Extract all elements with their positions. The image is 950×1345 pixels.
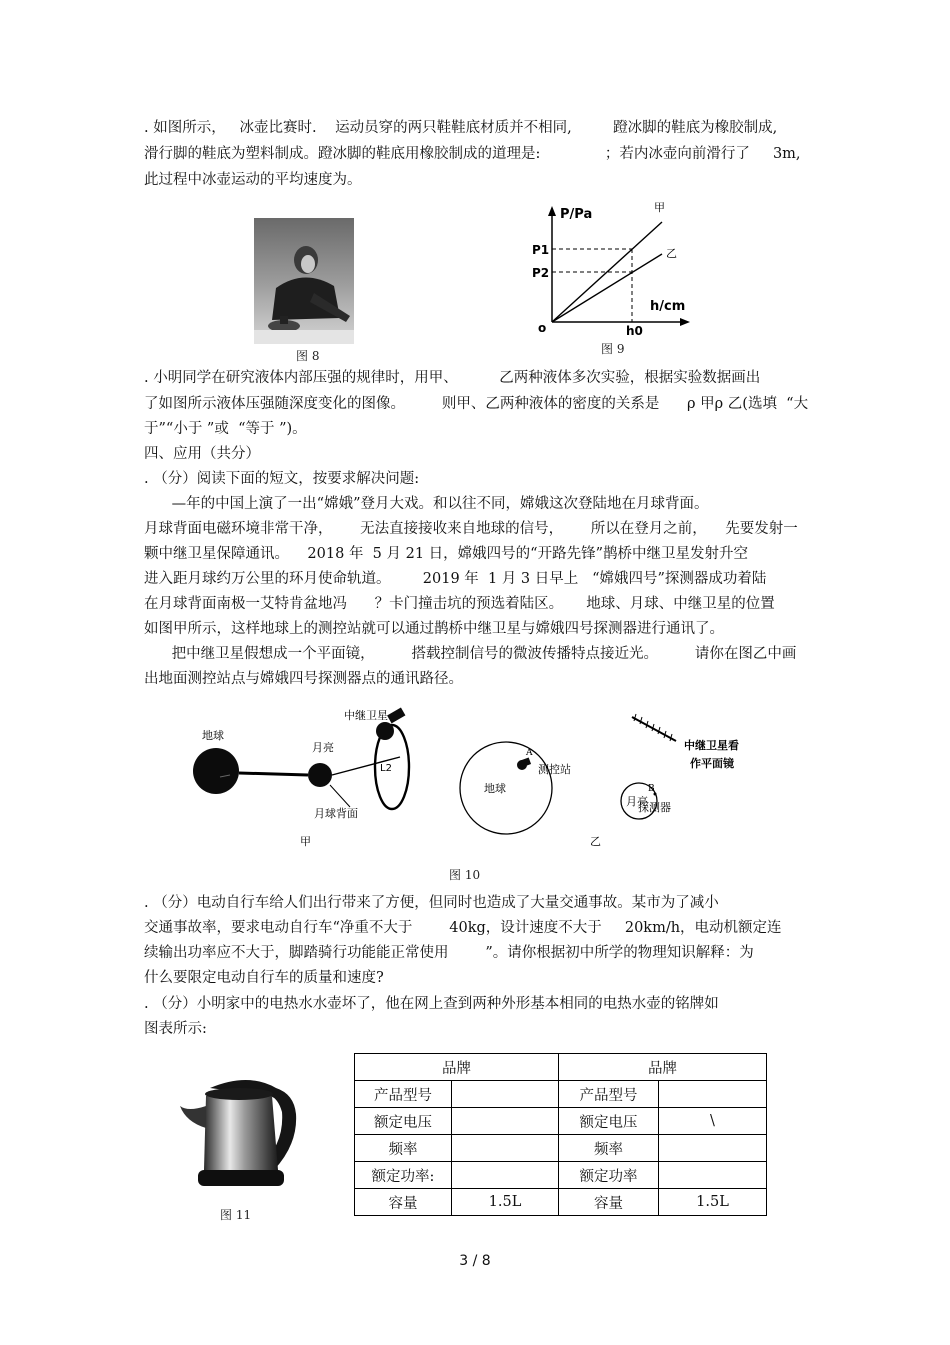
text-line: 续输出功率应不大于，脚踏骑行功能能正常使用 ”。请你根据初中所学的物理知识解释：为 <box>144 945 754 961</box>
cell-value <box>452 1081 559 1108</box>
y-axis-arrow <box>548 206 556 216</box>
x-axis-label: h/cm <box>650 299 686 314</box>
cell-label: 额定功率: <box>355 1162 452 1189</box>
moon-shape <box>308 763 332 787</box>
earth-moon-line <box>239 773 308 775</box>
earth-circle <box>460 742 552 834</box>
figure-caption: 图 11 <box>220 1208 252 1222</box>
cell-label: 频率 <box>355 1135 452 1162</box>
table-row <box>355 1108 767 1135</box>
cell-value <box>659 1081 767 1108</box>
cell-label: 频率 <box>559 1135 659 1162</box>
probe-label: 探测器 <box>638 801 671 814</box>
figure-caption: 图 8 <box>296 349 320 363</box>
kettle-spec-table <box>354 1053 767 1216</box>
table-header-row <box>355 1054 767 1081</box>
text-line: 把中继卫星假想成一个平面镜， 搭载控制信号的微波传播特点接近光。 请你在图乙中画 <box>144 646 797 662</box>
table-row <box>355 1135 767 1162</box>
relay-satellite-shape <box>376 722 394 740</box>
figure10-yi-diagram <box>450 705 780 855</box>
text-line: —年的中国上演了一出“嫦娥”登月大戏。和以往不同，嫦娥这次登陆地在月球背面。 <box>144 496 709 512</box>
cell-value <box>452 1162 559 1189</box>
cell-label: 容量 <box>355 1189 452 1216</box>
l2-label: L2 <box>380 763 392 774</box>
table-row <box>355 1189 767 1216</box>
p2-label: P2 <box>532 266 550 280</box>
brand-header-left: 品牌 <box>355 1054 559 1081</box>
table-row <box>355 1081 767 1108</box>
text-line: 此过程中冰壶运动的平均速度为。 <box>144 172 362 188</box>
cell-label: 额定电压 <box>559 1108 659 1135</box>
mirror-label-line2: 作平面镜 <box>690 757 734 770</box>
text-line: 了如图所示液体压强随深度变化的图像。 则甲、乙两种液体的密度的关系是 ρ 甲ρ 乙(选填 “大 <box>144 396 809 412</box>
cell-label: 产品型号 <box>355 1081 452 1108</box>
point-a-label: A <box>526 748 533 758</box>
text-line: 图表所示: <box>144 1021 207 1037</box>
pressure-depth-chart <box>520 196 700 336</box>
table-row <box>355 1162 767 1189</box>
mirror-label-line1: 中继卫星看 <box>684 739 739 752</box>
earth-shape <box>193 748 239 794</box>
earth-label: 地球 <box>484 782 506 795</box>
kettle-photo <box>172 1066 304 1202</box>
x-axis-arrow <box>680 318 690 326</box>
earth-label: 地球 <box>202 729 224 742</box>
text-line: . （分）小明家中的电热水水壶坏了，他在网上查到两种外形基本相同的电热水壶的铭牌如 <box>144 996 719 1012</box>
text-line: 交通事故率，要求电动自行车“净重不大于 40kg，设计速度不大于 20km/h，电动机额定连 <box>144 920 782 936</box>
page-number: 3 / 8 <box>459 1253 491 1269</box>
subfigure-label: 乙 <box>590 835 601 848</box>
point-b-label: B <box>648 784 655 794</box>
moon-label: 月亮 <box>626 795 648 808</box>
series-label-jia: 甲 <box>654 201 665 214</box>
text-line: . （分）阅读下面的短文，按要求解决问题: <box>144 471 420 487</box>
origin-label: o <box>538 321 547 335</box>
text-line: . （分）电动自行车给人们出行带来了方便，但同时也造成了大量交通事故。某市为了减小 <box>144 895 719 911</box>
text-line: 出地面测控站点与嫦娥四号探测器点的通讯路径。 <box>144 671 463 687</box>
series-label-yi: 乙 <box>666 247 677 260</box>
text-line: 滑行脚的鞋底为塑料制成。蹬冰脚的鞋底用橡胶制成的道理是: ；若内冰壶向前滑行了 3m, <box>144 146 801 162</box>
figure10-jia-diagram <box>180 705 420 855</box>
cell-label: 额定功率 <box>559 1162 659 1189</box>
text-line: 在月球背面南极一艾特肯盆地冯 ？卡门撞击坑的预选着陆区。 地球、月球、中继卫星的位置 <box>144 596 775 612</box>
text-line: . 小明同学在研究液体内部压强的规律时，用甲、 乙两种液体多次实验，根据实验数据画出 <box>144 370 761 386</box>
moon-label: 月亮 <box>312 741 334 754</box>
brand-header-right: 品牌 <box>559 1054 767 1081</box>
cell-value <box>452 1108 559 1135</box>
curling-photo <box>254 218 354 344</box>
text-line: 月球背面电磁环境非常干净， 无法直接接收来自地球的信号， 所以在登月之前， 先要发射一 <box>144 521 798 537</box>
h0-label: h0 <box>626 324 643 336</box>
cell-label: 产品型号 <box>559 1081 659 1108</box>
text-line: 什么要限定电动自行车的质量和速度? <box>144 970 384 986</box>
figure-caption: 图 10 <box>449 868 481 882</box>
text-line: 如图甲所示，这样地球上的测控站就可以通过鹊桥中继卫星与嫦娥四号探测器进行通讯了。 <box>144 621 724 637</box>
relay-label: 中继卫星 <box>344 709 388 722</box>
y-axis-label: P/Pa <box>560 207 593 222</box>
cell-value: 1.5L <box>659 1189 767 1216</box>
cell-label: 额定电压 <box>355 1108 452 1135</box>
text-line: 颗中继卫星保障通讯。 2018 年 5 月 21 日，嫦娥四号的“开路先锋”鹊桥中继卫星发射升空 <box>144 546 748 562</box>
series-line-yi <box>552 254 662 322</box>
cell-value <box>452 1135 559 1162</box>
figure-caption: 图 9 <box>601 342 625 356</box>
text-line: 进入距月球约万公里的环月使命轨道。 2019 年 1 月 3 日早上 “嫦娥四号”探测器成功着陆 <box>144 571 767 587</box>
cell-value: \ <box>659 1108 767 1135</box>
cell-value <box>659 1135 767 1162</box>
cell-value <box>659 1162 767 1189</box>
text-line: . 如图所示， 冰壶比赛时. 运动员穿的两只鞋鞋底材质并不相同, 蹬冰脚的鞋底为橡胶制成, <box>144 120 778 136</box>
cell-label: 容量 <box>559 1189 659 1216</box>
subfigure-label: 甲 <box>300 835 311 848</box>
cell-value: 1.5L <box>452 1189 559 1216</box>
far-side-pointer <box>330 785 350 807</box>
plane-mirror <box>632 714 676 741</box>
far-side-label: 月球背面 <box>314 807 358 820</box>
text-line: 于”“小于 ”或 “等于 ”)。 <box>144 421 307 437</box>
section-title: 四、应用（共分） <box>144 446 260 462</box>
p1-label: P1 <box>532 243 550 257</box>
station-label: 测控站 <box>538 763 571 776</box>
